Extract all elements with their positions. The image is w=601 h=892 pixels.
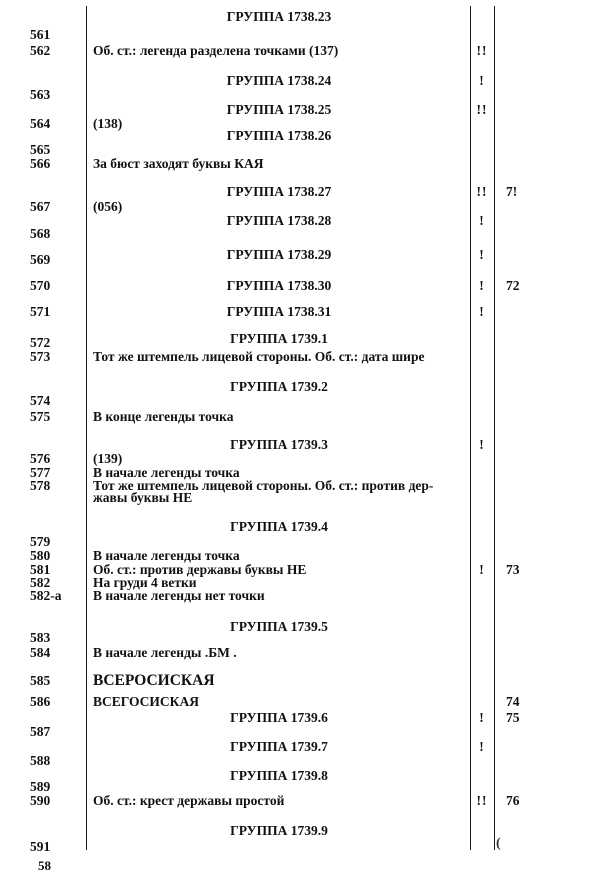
table-row (0, 693, 601, 710)
group-heading: ГРУППА 1738.26 (226, 128, 332, 143)
rarity-mark: ! (479, 739, 485, 754)
row-number: 589 (30, 779, 51, 794)
row-description: Об. ст.: против державы буквы НЕ (93, 562, 307, 577)
plate-reference: 72 (506, 278, 520, 293)
row-number: 563 (30, 87, 51, 102)
row-description: На груди 4 ветки (93, 575, 197, 590)
plate-reference: 74 (506, 694, 520, 709)
table-row (0, 26, 601, 43)
table-row (0, 303, 601, 320)
table-row (0, 42, 601, 59)
page-number: 58 (38, 858, 51, 873)
table-row (0, 155, 601, 172)
row-description: ВСЕГОСИСКАЯ (93, 694, 199, 709)
group-heading: ГРУППА 1738.30 (226, 278, 332, 293)
rarity-mark: ! (479, 247, 485, 262)
table-row (0, 672, 601, 689)
group-heading: ГРУППА 1739.4 (230, 519, 328, 534)
group-heading: ГРУППА 1739.8 (230, 768, 328, 783)
row-number: 588 (30, 753, 51, 768)
rarity-mark: !! (476, 184, 488, 199)
plate-reference: 7! (506, 184, 518, 199)
rarity-mark: !! (476, 793, 488, 808)
row-number: 591 (30, 839, 51, 854)
row-number: 573 (30, 349, 51, 364)
rarity-mark: ! (479, 213, 485, 228)
rarity-mark: !! (476, 102, 488, 117)
group-heading: ГРУППА 1739.6 (230, 710, 328, 725)
row-number: 574 (30, 393, 51, 408)
rarity-mark: ! (479, 304, 485, 319)
row-number: 564 (30, 116, 51, 131)
table-row (0, 348, 601, 365)
row-description: За бюст заходят буквы КАЯ (93, 156, 264, 171)
table-row (0, 408, 601, 425)
group-heading: ГРУППА 1739.9 (230, 823, 328, 838)
rarity-mark: ! (479, 73, 485, 88)
tail-mark: ( (496, 836, 501, 851)
table-row (0, 644, 601, 661)
row-description: Об. ст.: крест державы простой (93, 793, 285, 808)
row-description: В начале легенды .БМ . (93, 645, 237, 660)
row-number: 587 (30, 724, 51, 739)
plate-reference: 75 (506, 710, 520, 725)
row-number: 565 (30, 142, 51, 157)
group-heading: ГРУППА 1739.3 (230, 437, 328, 452)
group-heading: ГРУППА 1739.5 (230, 619, 328, 634)
row-number: 586 (30, 694, 51, 709)
row-description: (139) (93, 451, 123, 466)
rarity-mark: ! (479, 562, 485, 577)
row-number: 575 (30, 409, 51, 424)
row-description: Тот же штемпель лицевой стороны. Об. ст.: против дер- (93, 478, 434, 493)
plate-reference: 76 (506, 793, 520, 808)
row-description: В начале легенды точка (93, 548, 240, 563)
row-number: 567 (30, 199, 51, 214)
row-number: 579 (30, 534, 51, 549)
row-description: жавы буквы НЕ (93, 490, 193, 505)
group-heading: ГРУППА 1739.7 (230, 739, 328, 754)
row-number: 578 (30, 478, 51, 493)
row-number: 571 (30, 304, 51, 319)
row-number: 566 (30, 156, 51, 171)
row-number: 577 (30, 465, 51, 480)
table-row (0, 822, 601, 839)
group-heading: ГРУППА 1739.1 (230, 331, 328, 346)
row-number: 580 (30, 548, 51, 563)
group-heading: ГРУППА 1738.31 (226, 304, 332, 319)
row-description: В начале легенды нет точки (93, 588, 265, 603)
rarity-mark: ! (479, 437, 485, 452)
row-description: Тот же штемпель лицевой стороны. Об. ст.: дата шире (93, 349, 425, 364)
row-number: 569 (30, 252, 51, 267)
table-row (0, 8, 601, 25)
row-number: 582-а (30, 588, 62, 603)
row-description: В начале легенды точка (93, 465, 240, 480)
row-number: 581 (30, 562, 51, 577)
group-heading: ГРУППА 1738.29 (226, 247, 332, 262)
table-row (0, 392, 601, 409)
table-row (0, 277, 601, 294)
row-description: ВСЕРОСИСКАЯ (93, 672, 215, 689)
row-description: (138) (93, 116, 123, 131)
table-row (0, 838, 601, 855)
group-heading: ГРУППА 1738.25 (226, 102, 332, 117)
rarity-mark: ! (479, 710, 485, 725)
table-row (0, 792, 601, 809)
row-description: Об. ст.: легенда разделена точками (137) (93, 43, 339, 58)
group-heading: ГРУППА 1738.23 (226, 9, 332, 24)
row-number: 572 (30, 335, 51, 350)
rarity-mark: ! (479, 278, 485, 293)
group-heading: ГРУППА 1739.2 (230, 379, 328, 394)
row-number: 576 (30, 451, 51, 466)
row-number: 585 (30, 673, 51, 688)
row-number: 570 (30, 278, 51, 293)
table-row (0, 251, 601, 268)
row-number: 590 (30, 793, 51, 808)
row-number: 584 (30, 645, 51, 660)
table-row (0, 225, 601, 242)
rarity-mark: !! (476, 43, 488, 58)
table-row (0, 587, 601, 604)
group-heading: ГРУППА 1738.27 (226, 184, 332, 199)
row-number: 583 (30, 630, 51, 645)
plate-reference: 73 (506, 562, 520, 577)
row-number: 561 (30, 27, 51, 42)
group-heading: ГРУППА 1738.24 (226, 73, 332, 88)
row-number: 568 (30, 226, 51, 241)
row-number: 562 (30, 43, 51, 58)
table-row (0, 489, 601, 506)
row-number: 582 (30, 575, 51, 590)
row-description: В конце легенды точка (93, 409, 234, 424)
row-description: (056) (93, 199, 123, 214)
group-heading: ГРУППА 1738.28 (226, 213, 332, 228)
